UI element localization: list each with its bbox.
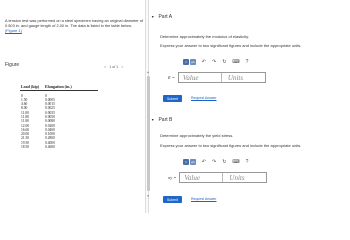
part-a-question: Determine approximately the modulus of elasticity. <box>160 34 250 39</box>
chevron-down-icon: ▼ <box>151 118 155 122</box>
keyboard-icon[interactable]: ⌨ <box>232 158 240 165</box>
elongation-cell: 0.0080 <box>45 119 55 124</box>
questions-pane <box>146 0 350 213</box>
elongation-cell: 0.0005 <box>45 97 55 102</box>
undo-icon[interactable]: ↶ <box>201 158 206 165</box>
problem-statement <box>5 18 145 33</box>
part-a-instruction: Express your answer to two significant figures and include the appropriate units. <box>160 43 302 48</box>
load-cell: 20.00 <box>21 132 30 137</box>
elongation-cell: 0.0015 <box>45 102 55 107</box>
load-cell: 21.50 <box>21 136 30 141</box>
redo-icon[interactable]: ↷ <box>212 58 217 65</box>
part-a-toolbar <box>183 57 248 66</box>
help-icon[interactable]: ? <box>245 158 249 165</box>
elongation-cell: 0.0025 <box>45 106 55 111</box>
part-b-answer-row <box>168 171 267 184</box>
part-a-header[interactable] <box>151 14 172 20</box>
units-input[interactable]: Units <box>227 73 244 82</box>
value-input[interactable]: Value <box>180 173 223 182</box>
part-b-title: Part B <box>158 117 173 123</box>
elongation-cell: 0.0400 <box>45 127 55 132</box>
table-row <box>20 145 98 149</box>
prev-figure-button[interactable]: < <box>104 64 107 69</box>
part-b-header[interactable] <box>151 117 172 123</box>
elongation-cell: 0.0200 <box>45 123 55 128</box>
reset-icon[interactable]: ↻ <box>222 58 227 65</box>
elongation-cell: 0.4600 <box>45 145 55 150</box>
submit-button[interactable]: Submit <box>163 196 182 203</box>
problem-text: A tension test was performed on a steel specimen having an original diameter of 0.503 in. and gauge length of 2.00 in. The data is listed in the table below. <box>5 18 143 28</box>
data-table <box>20 83 98 149</box>
keyboard-icon[interactable]: ⌨ <box>232 58 240 65</box>
part-a-answer-row <box>168 71 266 84</box>
scroll-down-icon[interactable]: ▼ <box>146 194 150 198</box>
load-cell: 18.50 <box>21 145 30 150</box>
units-button[interactable]: μA <box>190 59 195 64</box>
yield-stress-variable-label: σy = <box>168 175 177 180</box>
undo-icon[interactable]: ↶ <box>201 58 206 65</box>
load-cell: 11.80 <box>21 114 29 119</box>
problem-pane <box>0 0 145 213</box>
units-button[interactable]: μA <box>190 159 195 164</box>
next-figure-button[interactable]: > <box>121 64 124 69</box>
figure-label: Figure <box>5 62 20 68</box>
part-b-toolbar <box>183 157 248 166</box>
load-cell: 4.60 <box>21 102 28 107</box>
elongation-cell: 0.1000 <box>45 132 55 137</box>
load-cell: 8.00 <box>21 106 28 111</box>
part-b-question: Determine approximately the yield stress. <box>160 133 234 138</box>
column-header: Elongation (in.) <box>44 83 98 91</box>
load-cell: 19.50 <box>21 140 30 145</box>
modulus-variable-label: E = <box>168 75 175 80</box>
value-input[interactable]: Value <box>179 73 222 82</box>
redo-icon[interactable]: ↷ <box>212 158 217 165</box>
elongation-cell: 0.0035 <box>45 110 55 115</box>
part-b-instruction: Express your answer to two significant figures and include the appropriate units. <box>160 143 302 148</box>
part-a-title: Part A <box>158 14 173 20</box>
pager-text: 1 of 1 <box>109 64 119 69</box>
reset-icon[interactable]: ↻ <box>222 158 227 165</box>
part-b-answer-box <box>179 172 267 183</box>
part-a-answer-box <box>178 72 266 83</box>
load-cell: 0 <box>21 93 23 98</box>
figure-pager <box>104 64 123 69</box>
chevron-down-icon: ▼ <box>151 15 155 19</box>
units-input[interactable]: Units <box>229 173 245 182</box>
submit-button[interactable]: Submit <box>163 95 182 102</box>
request-answer-link[interactable]: Request Answer <box>191 96 217 100</box>
elongation-cell: 0 <box>45 93 47 98</box>
scroll-up-icon[interactable]: ▲ <box>146 70 150 74</box>
load-cell: 12.00 <box>21 123 30 128</box>
elongation-cell: 0.4000 <box>45 140 55 145</box>
help-icon[interactable]: ? <box>245 58 249 65</box>
load-cell: 16.60 <box>21 127 30 132</box>
elongation-cell: 0.0050 <box>45 114 55 119</box>
template-button[interactable]: □ <box>183 59 189 65</box>
load-cell: 11.00 <box>21 110 29 115</box>
elongation-cell: 0.2800 <box>45 136 55 141</box>
load-cell: 1.50 <box>21 97 28 102</box>
column-header: Load (kip) <box>20 83 44 91</box>
load-cell: 11.80 <box>21 119 29 124</box>
template-button[interactable]: □ <box>183 159 189 165</box>
figure-link[interactable]: (Figure 1) <box>5 28 22 33</box>
request-answer-link[interactable]: Request Answer <box>191 197 217 201</box>
